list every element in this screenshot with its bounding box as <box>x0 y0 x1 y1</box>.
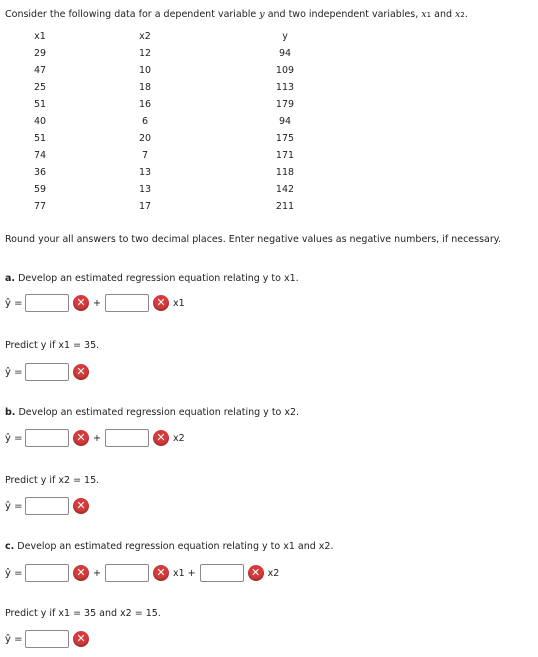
intro-text: and <box>431 9 456 20</box>
coefficient-x2-input-c[interactable] <box>200 564 244 582</box>
predict-input-b[interactable] <box>25 497 69 515</box>
yhat-label: ŷ = <box>5 432 23 444</box>
variable-label: x2 <box>267 567 280 579</box>
incorrect-icon: ✕ <box>73 430 89 446</box>
incorrect-icon: ✕ <box>73 498 89 514</box>
yhat-label: ŷ = <box>5 297 23 309</box>
incorrect-icon: ✕ <box>73 295 89 311</box>
cell: 74 <box>33 150 47 161</box>
instructions: Round your all answers to two decimal places. Enter negative values as negative numbers, if necessary. <box>5 234 502 245</box>
predict-input-c[interactable] <box>25 630 69 648</box>
table-row <box>5 45 355 62</box>
part-label: a. <box>5 273 16 284</box>
part-text: Develop an estimated regression equation relating y to x2. <box>18 407 300 418</box>
cell: 142 <box>275 184 295 195</box>
incorrect-icon: ✕ <box>153 430 169 446</box>
intro-text: . <box>464 9 468 20</box>
cell: 10 <box>138 65 152 76</box>
cell: 40 <box>33 116 47 127</box>
cell: 51 <box>33 133 47 144</box>
cell: 113 <box>275 82 295 93</box>
table-header-row <box>5 28 355 45</box>
cell: 47 <box>33 65 47 76</box>
var-x: x <box>421 9 427 20</box>
predict-row-a <box>5 361 89 383</box>
incorrect-icon: ✕ <box>73 631 89 647</box>
intro-text: and two independent variables, <box>264 9 422 20</box>
plus-sign: + <box>93 432 101 444</box>
yhat-label: ŷ = <box>5 633 23 645</box>
cell: 12 <box>138 48 152 59</box>
cell: 59 <box>33 184 47 195</box>
subscript: 2 <box>460 11 465 19</box>
table-row <box>5 62 355 79</box>
table-row <box>5 96 355 113</box>
cell: 109 <box>275 65 295 76</box>
header-x1: x1 <box>34 31 46 42</box>
incorrect-icon: ✕ <box>73 565 89 581</box>
equation-row-b <box>5 427 185 449</box>
incorrect-icon: ✕ <box>248 565 264 581</box>
intercept-input-b[interactable] <box>25 429 69 447</box>
cell: 118 <box>275 167 295 178</box>
var-x: x <box>455 9 461 20</box>
cell: 13 <box>138 167 152 178</box>
part-text: Develop an estimated regression equation relating y to x1 and x2. <box>17 541 334 552</box>
predict-row-b <box>5 495 89 517</box>
cell: 25 <box>33 82 47 93</box>
coefficient-input-b[interactable] <box>105 429 149 447</box>
cell: 77 <box>33 201 47 212</box>
incorrect-icon: ✕ <box>153 565 169 581</box>
cell: 179 <box>275 99 295 110</box>
cell: 211 <box>275 201 295 212</box>
part-b-heading <box>5 407 299 418</box>
plus-sign: + <box>93 297 101 309</box>
yhat-label: ŷ = <box>5 500 23 512</box>
table-row <box>5 181 355 198</box>
subscript: 1 <box>426 11 432 19</box>
table-row <box>5 164 355 181</box>
data-table <box>5 28 355 215</box>
cell: 51 <box>33 99 47 110</box>
cell: 16 <box>138 99 152 110</box>
part-label: b. <box>5 407 16 418</box>
variable-label: x1 + <box>172 567 196 579</box>
problem-intro <box>5 9 468 20</box>
coefficient-input-a[interactable] <box>105 294 149 312</box>
var-y: y <box>259 9 265 20</box>
intro-text: Consider the following data for a dependent variable <box>5 9 260 20</box>
predict-row-c <box>5 628 89 650</box>
cell: 94 <box>278 48 292 59</box>
header-x2: x2 <box>139 31 151 42</box>
plus-sign: + <box>93 567 101 579</box>
part-label: c. <box>5 541 15 552</box>
part-c-heading <box>5 541 333 552</box>
predict-b-text: Predict y if x2 = 15. <box>5 475 100 486</box>
incorrect-icon: ✕ <box>153 295 169 311</box>
cell: 175 <box>275 133 295 144</box>
cell: 94 <box>278 116 292 127</box>
table-row <box>5 113 355 130</box>
variable-label: x1 <box>172 297 185 309</box>
cell: 171 <box>275 150 295 161</box>
incorrect-icon: ✕ <box>73 364 89 380</box>
cell: 20 <box>138 133 152 144</box>
table-row <box>5 79 355 96</box>
cell: 36 <box>33 167 47 178</box>
cell: 29 <box>33 48 47 59</box>
equation-row-a <box>5 292 185 314</box>
predict-input-a[interactable] <box>25 363 69 381</box>
yhat-label: ŷ = <box>5 567 23 579</box>
equation-row-c <box>5 562 279 584</box>
yhat-label: ŷ = <box>5 366 23 378</box>
cell: 17 <box>138 201 152 212</box>
intercept-input-a[interactable] <box>25 294 69 312</box>
predict-c-text: Predict y if x1 = 35 and x2 = 15. <box>5 608 161 619</box>
header-y: y <box>282 31 288 42</box>
cell: 6 <box>141 116 149 127</box>
intercept-input-c[interactable] <box>25 564 69 582</box>
predict-a-text: Predict y if x1 = 35. <box>5 340 100 351</box>
table-row <box>5 198 355 215</box>
cell: 13 <box>138 184 152 195</box>
variable-label: x2 <box>172 432 185 444</box>
part-a-heading <box>5 273 299 284</box>
table-row <box>5 147 355 164</box>
table-row <box>5 130 355 147</box>
cell: 18 <box>138 82 152 93</box>
part-text: Develop an estimated regression equation relating y to x1. <box>18 273 299 284</box>
cell: 7 <box>141 150 149 161</box>
coefficient-x1-input-c[interactable] <box>105 564 149 582</box>
